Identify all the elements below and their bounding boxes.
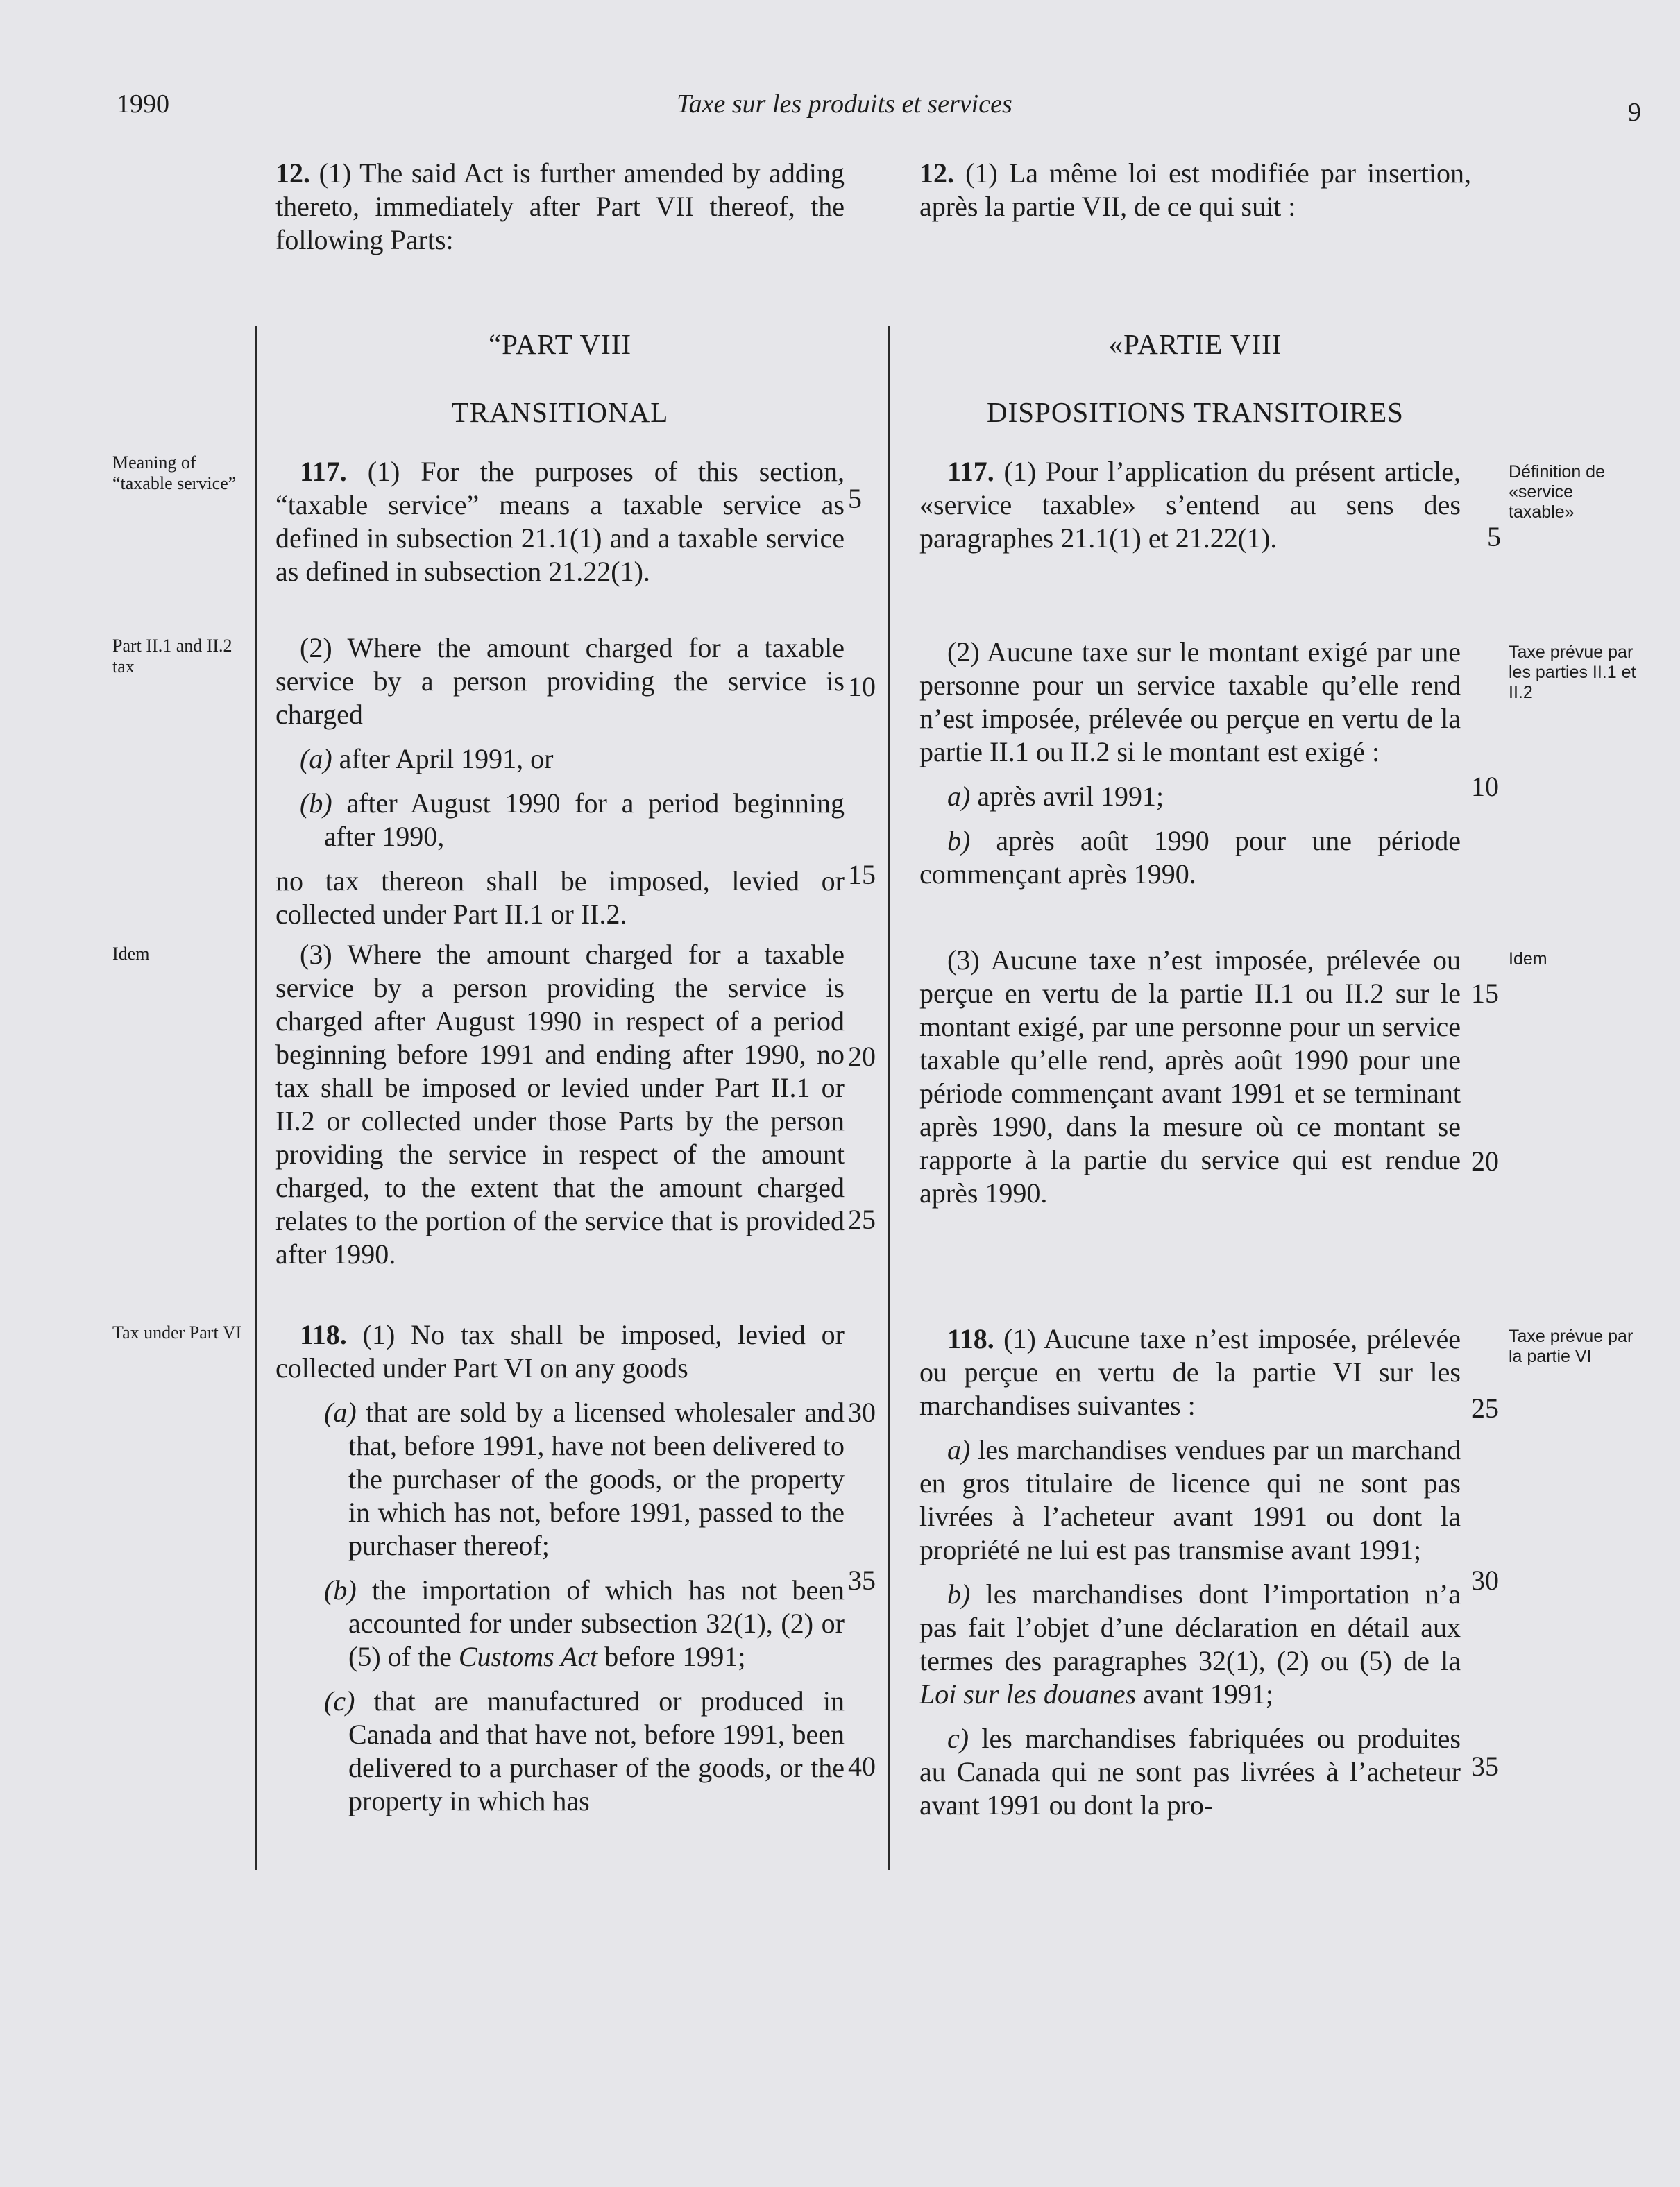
line-number-fr: 30 [1471,1565,1499,1596]
margin-note-en-meaning: Meaning of “taxable service” [112,452,237,493]
header-year: 1990 [117,90,169,119]
s118-num-en: 118. [300,1319,347,1350]
s118-text-fr: (1) Aucune taxe n’est imposée, prélevée ou perçue en vertu de la partie VI sur les marchandises suivantes : [919,1323,1461,1421]
line-number-fr: 25 [1471,1393,1499,1424]
s117-2-b-en [275,787,845,853]
s117-1-text-en: (1) For the purposes of this section, “taxable service” means a taxable service as defined in subsection 21.1(1) and a taxable service as defined in subsection 21.22(1). [275,456,845,587]
s118-b-pre-fr: les marchandises dont l’importation n’a pas fait l’objet d’une déclaration en détail aux termes des paragraphes 32(1), (2) ou (5) de la [919,1578,1461,1676]
s118-c-en [324,1685,845,1818]
s117-3-text-fr: (3) Aucune taxe n’est imposée, prélevée ou perçue en vertu de la partie II.1 ou II.2 sur le montant exigé, par une personne pour un service taxable qu’elle rend, après août 1990 pour une période commençant avant 1991 et se terminant après 1990, dans la mesure où ce montant se rapporte à la partie du service qui est rendue après 1990. [919,944,1461,1209]
s117-2-tail-en: no tax thereon shall be imposed, levied or collected under Part II.1 or II.2. [275,865,845,930]
line-number-en: 20 [848,1041,876,1072]
s118-c-fr [919,1722,1461,1822]
s117-2-text-en: (2) Where the amount charged for a taxable service by a person providing the service is charged [275,632,845,730]
s118-b-en [324,1574,845,1674]
s117-2-a-text-en: after April 1991, or [332,743,554,774]
part-title-en: TRANSITIONAL [451,396,669,428]
line-number-fr: 35 [1471,1751,1499,1782]
line-number-en: 30 [848,1397,876,1428]
line-number-fr: 20 [1471,1146,1499,1177]
s118-text-en: (1) No tax shall be imposed, levied or collected under Part VI on any goods [275,1319,845,1384]
margin-note-fr-part-vi: Taxe prévue par la partie VI [1509,1327,1634,1366]
s117-2-b-text-en: after August 1990 for a period beginning after 1990, [324,788,845,852]
intro-fr-num: 12. [919,158,954,189]
s118-a-en [324,1396,845,1563]
s117-2-a-label-fr: a) [947,781,971,812]
body-fr-s117-2 [919,636,1461,902]
line-number-en: 35 [848,1565,876,1596]
part-title-fr: DISPOSITIONS TRANSITOIRES [987,396,1404,428]
body-en-s117-2 [275,631,845,942]
body-en-s118 [275,1318,845,1829]
intro-en [275,157,845,257]
margin-note-en-idem: Idem [112,944,150,964]
body-fr-s118 [919,1322,1461,1833]
s117-num-en: 117. [300,456,347,487]
s118-b-post-fr: avant 1991; [1136,1678,1273,1710]
s118-num-fr: 118. [947,1323,994,1354]
part-heading-en: “PART VIII [488,328,632,360]
line-number-fr: 5 [1487,521,1501,552]
s118-b-act-fr: Loi sur les douanes [919,1678,1137,1710]
s117-2-b-label-en: (b) [300,788,332,819]
page-number: 9 [1628,98,1641,127]
s118-b-act-en: Customs Act [458,1641,598,1672]
s118-b-pre-en: the importation of which has not been accounted for under subsection 32(1), (2) or (5) of the [348,1574,845,1672]
s117-2-b-label-fr: b) [947,825,971,856]
s118-a-label-en: (a) [324,1397,357,1428]
margin-note-fr-definition: Définition de «service taxable» [1509,462,1605,522]
s118-c-label-en: (c) [324,1685,355,1717]
center-column-rule [888,326,890,1870]
line-number-en: 5 [848,483,862,514]
s117-num-fr: 117. [947,456,994,487]
s118-b-fr [919,1578,1461,1711]
margin-note-fr-part-tax: Taxe prévue par les parties II.1 et II.2 [1509,643,1636,702]
s118-b-label-fr: b) [947,1578,971,1610]
s117-2-a-text-fr: après avril 1991; [970,781,1164,812]
s118-b-post-en: before 1991; [597,1641,746,1672]
body-fr-s117-3 [919,944,1461,1221]
s117-1-text-fr: (1) Pour l’application du présent article, «service taxable» s’entend au sens des paragraphes 21.1(1) et 21.22(1). [919,456,1461,554]
intro-fr-text: (1) La même loi est modifiée par insertion, après la partie VII, de ce qui suit : [919,158,1471,222]
intro-en-num: 12. [275,158,310,189]
s118-c-label-fr: c) [947,1723,969,1754]
line-number-fr: 10 [1471,771,1499,802]
margin-note-en-part-vi: Tax under Part VI [112,1322,242,1343]
body-en-s117-3 [275,938,845,1282]
s118-c-text-en: that are manufactured or produced in Canada and that have not, before 1991, been delivered to a purchaser of the goods, or the property in which has [348,1685,845,1816]
line-number-en: 15 [848,859,876,890]
line-number-fr: 15 [1471,978,1499,1009]
s117-2-b-text-fr: après août 1990 pour une période commençant après 1990. [919,825,1461,890]
s118-a-text-en: that are sold by a licensed wholesaler and that, before 1991, have not been delivered to the purchaser of the goods, or the property in which has not, before 1991, passed to the purchaser thereof; [348,1397,845,1561]
header-title: Taxe sur les produits et services [677,90,1012,119]
s118-a-fr [919,1433,1461,1567]
line-number-en: 25 [848,1204,876,1235]
s117-3-text-en: (3) Where the amount charged for a taxable service by a person providing the service is charged after August 1990 in respect of a period beginning before 1991 and ending after 1990, no tax shall be imposed or levied under Part II.1 or II.2 or collected under those Parts by the person providing the service in respect of the amount charged, to the extent that the amount charged relates to the portion of the service that is provided after 1990. [275,939,845,1270]
body-en-s117-1 [275,455,845,599]
margin-note-fr-idem: Idem [1509,949,1547,969]
body-fr-s117-1 [919,455,1461,566]
line-number-en: 40 [848,1751,876,1782]
s118-a-text-fr: les marchandises vendues par un marchand en gros titulaire de licence qui ne sont pas livrées à l’acheteur avant 1991 ou dont la propriété ne lui est pas transmise avant 1991; [919,1434,1461,1565]
s118-b-label-en: (b) [324,1574,357,1606]
s118-a-label-fr: a) [947,1434,971,1465]
s117-2-a-fr [919,780,1461,813]
s117-2-a-label-en: (a) [300,743,332,774]
s118-c-text-fr: les marchandises fabriquées ou produites au Canada qui ne sont pas livrées à l’acheteur avant 1991 ou dont la pro- [919,1723,1461,1821]
s117-2-text-fr: (2) Aucune taxe sur le montant exigé par une personne pour un service taxable qu’elle rend n’est imposée, prélevée ou perçue en vertu de la partie II.1 ou II.2 si le montant est exigé : [919,636,1461,767]
intro-fr [919,157,1471,223]
intro-en-text: (1) The said Act is further amended by adding thereto, immediately after Part VII thereof, the following Parts: [275,158,845,255]
margin-note-en-part-tax: Part II.1 and II.2 tax [112,636,232,676]
part-heading-fr: «PARTIE VIII [1108,328,1282,360]
left-column-rule [255,326,257,1870]
s117-2-b-fr [919,824,1461,891]
s117-2-a-en [275,742,845,776]
line-number-en: 10 [848,671,876,702]
